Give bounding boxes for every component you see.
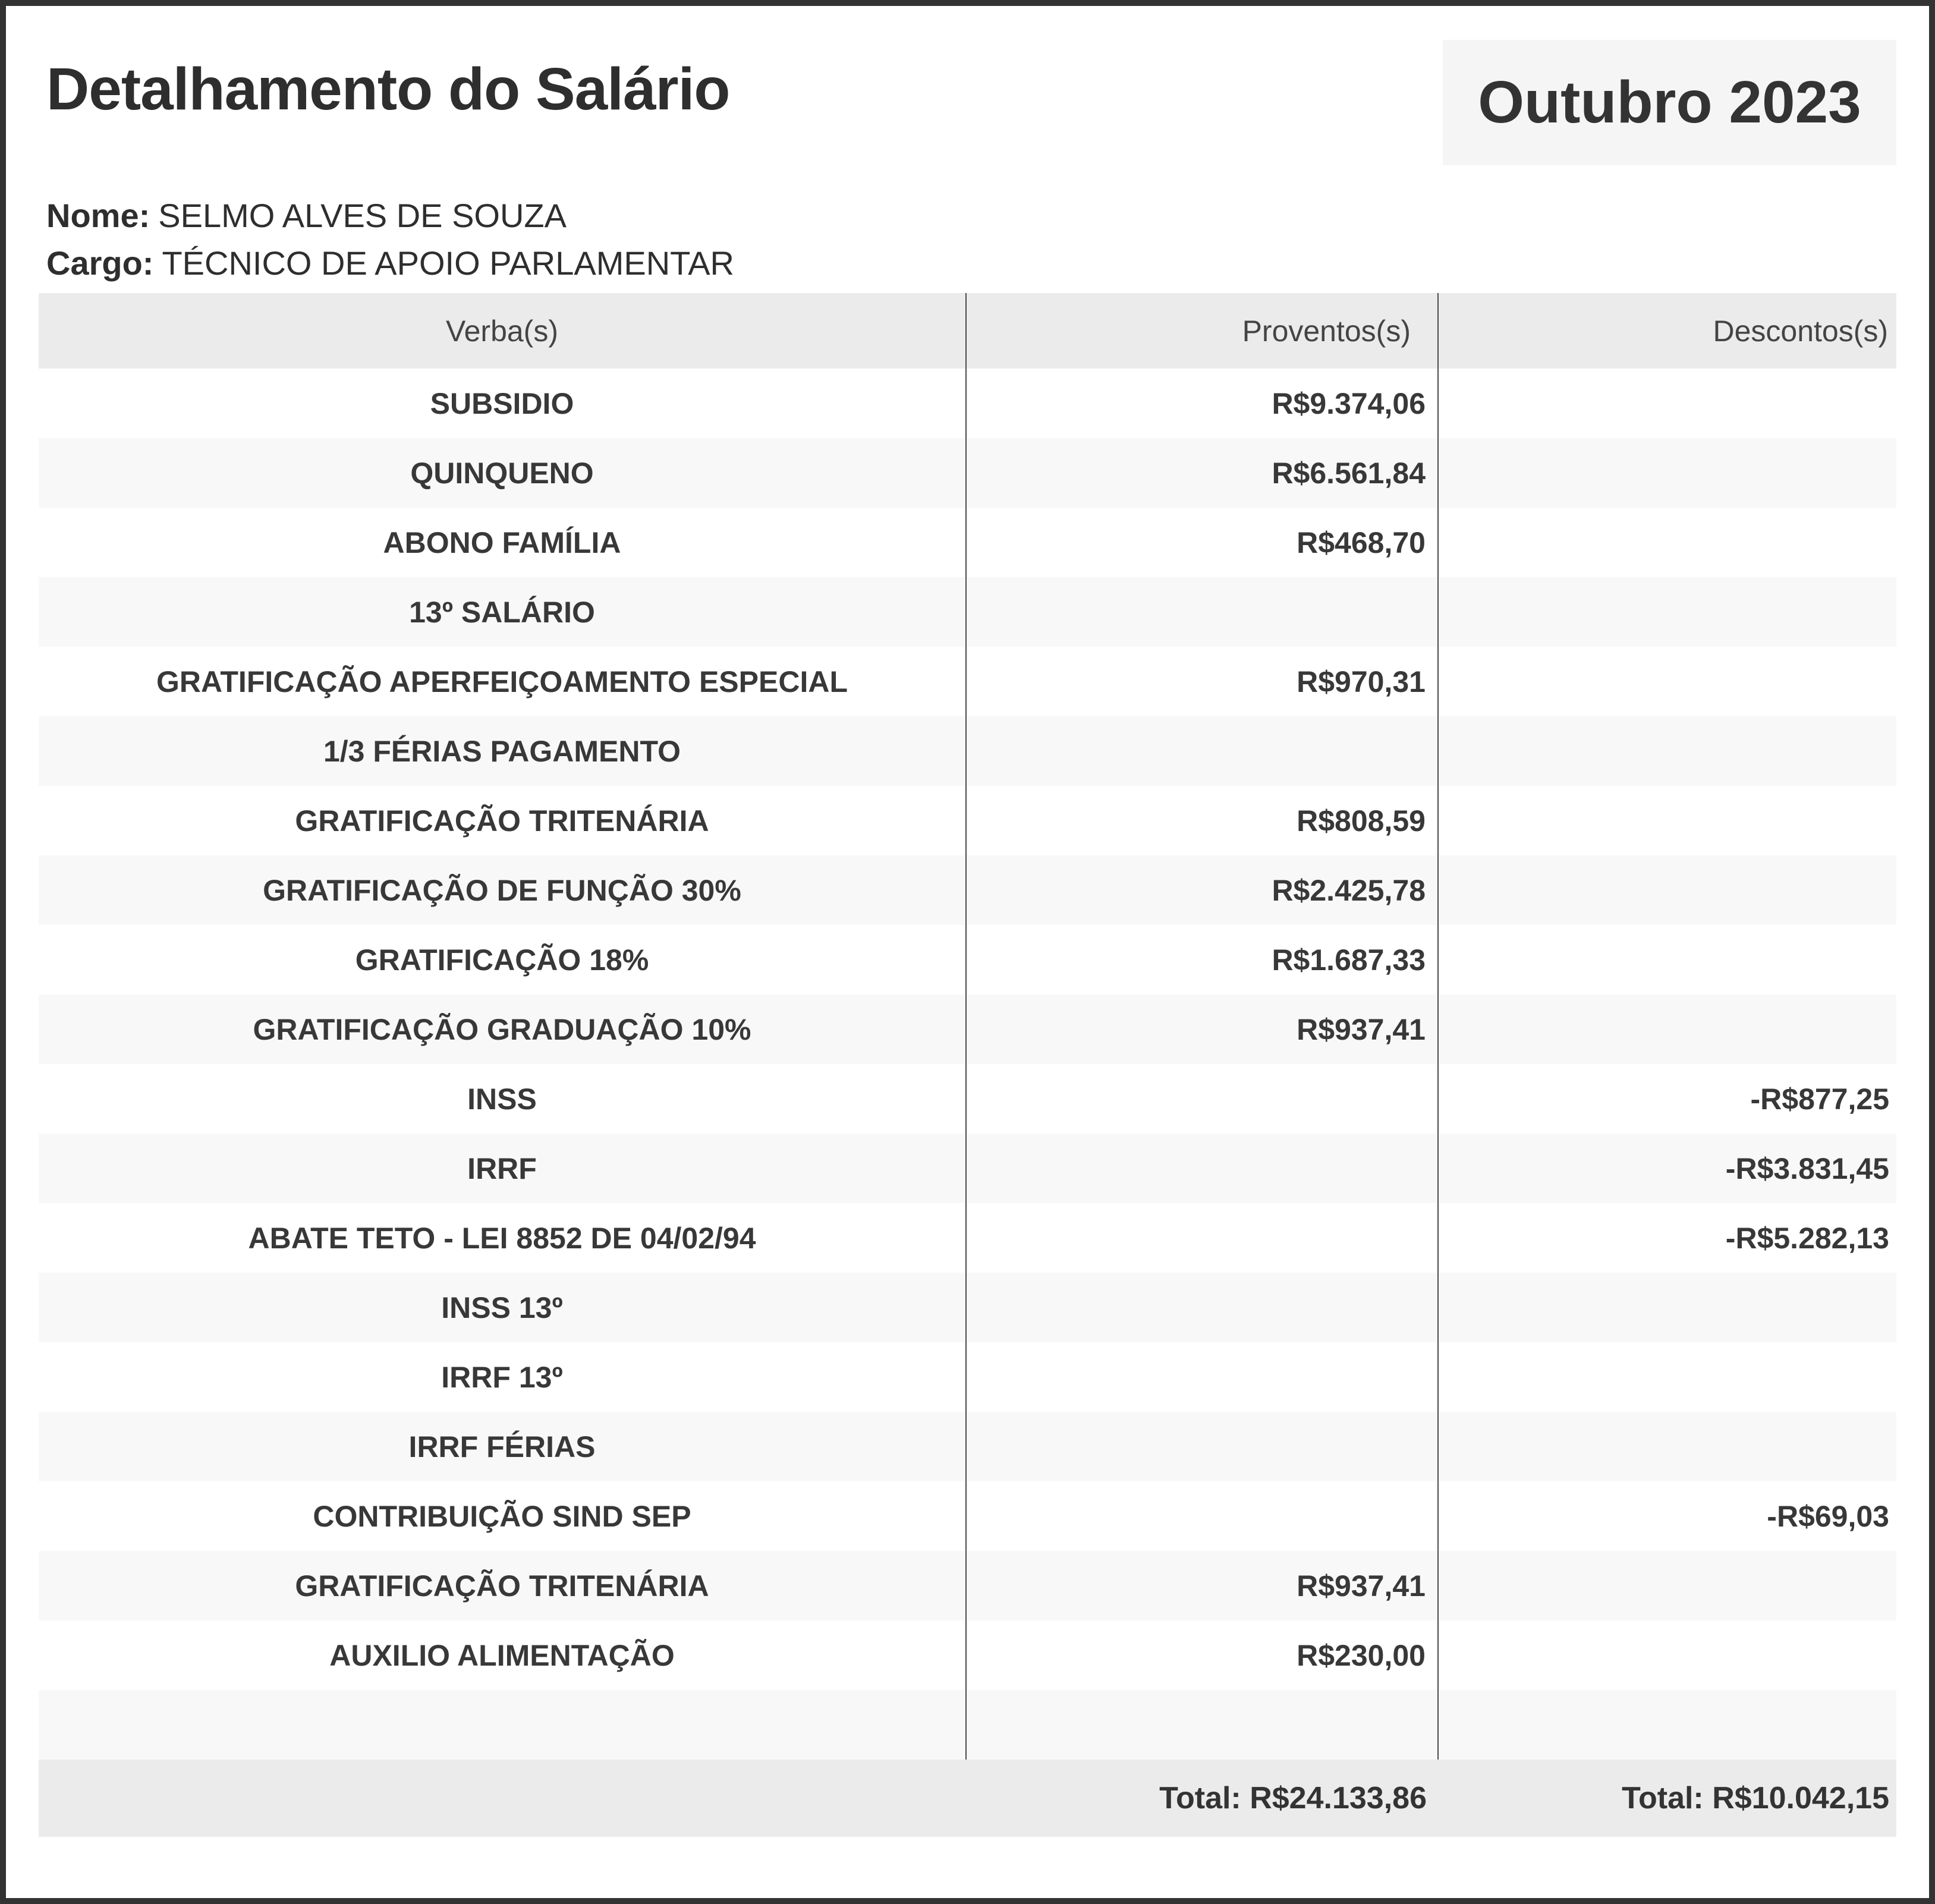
descontos-value <box>1439 647 1896 716</box>
proventos-value: R$808,59 <box>967 786 1439 855</box>
table-row <box>39 1342 1896 1412</box>
period-badge <box>1443 40 1896 165</box>
name-value: SELMO ALVES DE SOUZA <box>158 197 567 234</box>
row-label: IRRF <box>39 1134 967 1203</box>
descontos-value: -R$877,25 <box>1750 1082 1889 1116</box>
total-proventos: Total: R$24.133,86 <box>1159 1781 1427 1815</box>
role-label: Cargo: <box>46 244 154 282</box>
table-row <box>39 1620 1896 1690</box>
row-label: QUINQUENO <box>39 438 967 508</box>
descontos-value <box>1439 1273 1896 1342</box>
proventos-value: R$937,41 <box>967 995 1439 1064</box>
descontos-value: -R$69,03 <box>1767 1499 1889 1533</box>
proventos-value: R$1.687,33 <box>967 925 1439 995</box>
table-row <box>39 1134 1896 1203</box>
row-label: INSS 13º <box>39 1273 967 1342</box>
row-label: GRATIFICAÇÃO APERFEIÇOAMENTO ESPECIAL <box>39 647 967 716</box>
row-label: IRRF 13º <box>39 1342 967 1412</box>
descontos-value <box>1439 438 1896 508</box>
descontos-value <box>1439 369 1896 438</box>
page-title: Detalhamento do Salário <box>46 56 730 122</box>
descontos-value <box>1439 716 1896 786</box>
row-label: ABONO FAMÍLIA <box>39 508 967 577</box>
proventos-value: R$468,70 <box>967 508 1439 577</box>
table-row <box>39 508 1896 577</box>
table-body <box>39 369 1896 1760</box>
header-verba: Verba(s) <box>39 293 967 369</box>
descontos-value <box>1439 786 1896 855</box>
proventos-value: R$9.374,06 <box>967 369 1439 438</box>
descontos-value <box>1439 577 1896 647</box>
proventos-value <box>967 1690 1439 1760</box>
table-total-row <box>39 1760 1896 1837</box>
row-label <box>39 1690 967 1760</box>
employee-role-line <box>46 245 734 282</box>
row-label: GRATIFICAÇÃO DE FUNÇÃO 30% <box>39 855 967 925</box>
table-row <box>39 647 1896 716</box>
proventos-value <box>967 1203 1439 1273</box>
descontos-value <box>1439 1342 1896 1412</box>
salary-table <box>39 293 1896 1837</box>
row-label: SUBSIDIO <box>39 369 967 438</box>
table-row <box>39 577 1896 647</box>
row-label: 1/3 FÉRIAS PAGAMENTO <box>39 716 967 786</box>
table-row <box>39 786 1896 855</box>
proventos-value: R$2.425,78 <box>967 855 1439 925</box>
descontos-value: -R$3.831,45 <box>1725 1151 1889 1185</box>
row-label: CONTRIBUIÇÃO SIND SEP <box>39 1481 967 1551</box>
descontos-value <box>1439 1620 1896 1690</box>
proventos-value: R$970,31 <box>967 647 1439 716</box>
row-label: IRRF FÉRIAS <box>39 1412 967 1481</box>
descontos-value <box>1439 925 1896 995</box>
descontos-value: -R$5.282,13 <box>1725 1221 1889 1255</box>
table-row <box>39 1412 1896 1481</box>
table-header-row <box>39 293 1896 369</box>
proventos-value <box>967 1134 1439 1203</box>
table-row <box>39 1551 1896 1620</box>
descontos-value <box>1439 508 1896 577</box>
table-row <box>39 1481 1896 1551</box>
descontos-value <box>1439 1412 1896 1481</box>
descontos-value <box>1439 995 1896 1064</box>
employee-name-line <box>46 197 567 234</box>
role-value: TÉCNICO DE APOIO PARLAMENTAR <box>162 244 734 282</box>
proventos-value <box>967 1273 1439 1342</box>
proventos-value: R$6.561,84 <box>967 438 1439 508</box>
table-row <box>39 438 1896 508</box>
proventos-value <box>967 1064 1439 1134</box>
row-label: GRATIFICAÇÃO TRITENÁRIA <box>39 1551 967 1620</box>
row-label: GRATIFICAÇÃO GRADUAÇÃO 10% <box>39 995 967 1064</box>
total-descontos: Total: R$10.042,15 <box>1622 1781 1889 1815</box>
proventos-value <box>967 577 1439 647</box>
proventos-value <box>967 1342 1439 1412</box>
table-row <box>39 1064 1896 1134</box>
table-row <box>39 716 1896 786</box>
row-label: 13º SALÁRIO <box>39 577 967 647</box>
row-label: GRATIFICAÇÃO TRITENÁRIA <box>39 786 967 855</box>
proventos-value <box>967 1481 1439 1551</box>
row-label: INSS <box>39 1064 967 1134</box>
table-row <box>39 1690 1896 1760</box>
descontos-value <box>1439 1690 1896 1760</box>
row-label: ABATE TETO - LEI 8852 DE 04/02/94 <box>39 1203 967 1273</box>
proventos-value: R$937,41 <box>967 1551 1439 1620</box>
table-row <box>39 1203 1896 1273</box>
proventos-value: R$230,00 <box>967 1620 1439 1690</box>
table-row <box>39 1273 1896 1342</box>
descontos-value <box>1439 1551 1896 1620</box>
period-label: Outubro 2023 <box>1478 69 1861 136</box>
header-descontos: Descontos(s) <box>1713 314 1888 348</box>
table-row <box>39 995 1896 1064</box>
header-proventos: Proventos(s) <box>967 293 1439 369</box>
table-row <box>39 369 1896 438</box>
row-label: GRATIFICAÇÃO 18% <box>39 925 967 995</box>
table-row <box>39 925 1896 995</box>
table-row <box>39 855 1896 925</box>
proventos-value <box>967 716 1439 786</box>
descontos-value <box>1439 855 1896 925</box>
proventos-value <box>967 1412 1439 1481</box>
row-label: AUXILIO ALIMENTAÇÃO <box>39 1620 967 1690</box>
name-label: Nome: <box>46 197 150 234</box>
